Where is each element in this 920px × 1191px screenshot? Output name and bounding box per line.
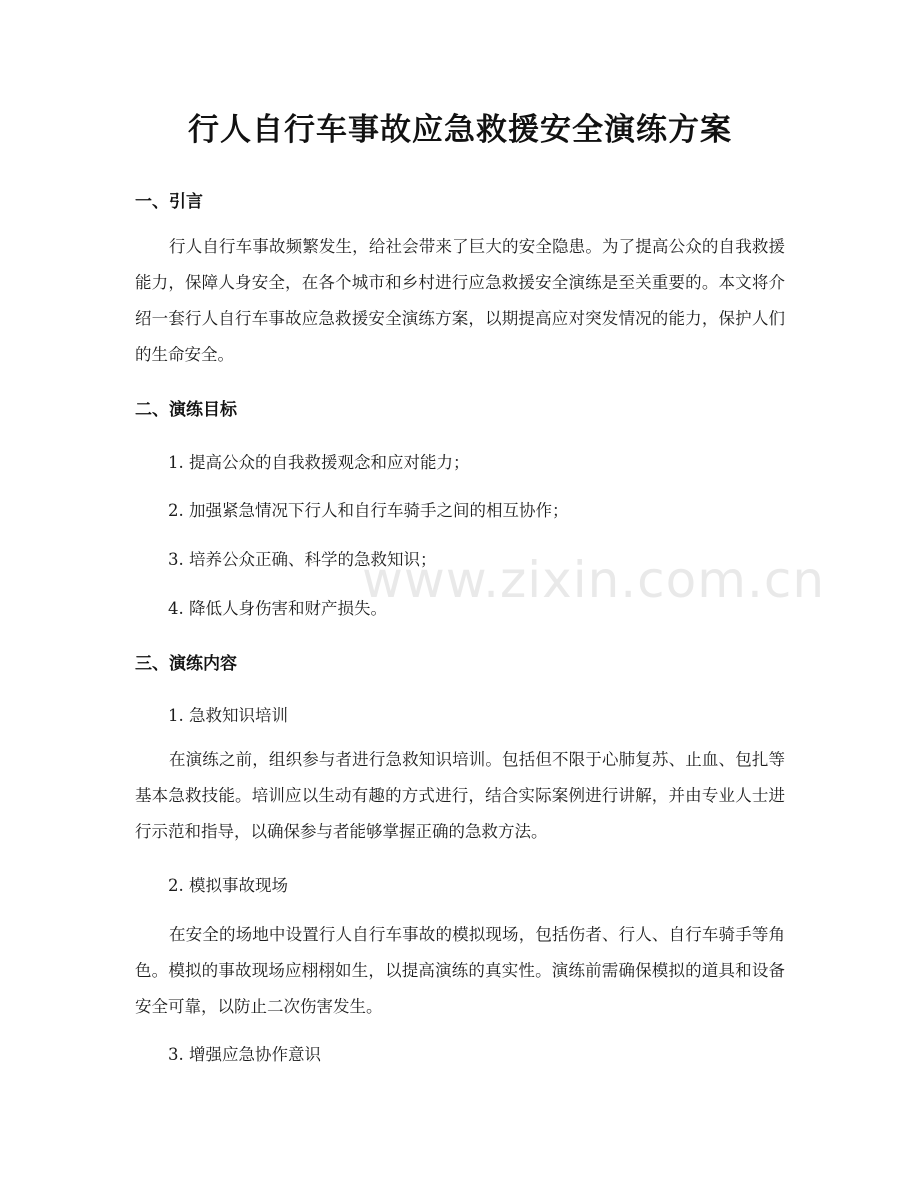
subsection-paragraph: 在演练之前，组织参与者进行急救知识培训。包括但不限于心肺复苏、止血、包扎等基本急救技能。培训应以生动有趣的方式进行，结合实际案例进行讲解，并由专业人士进行示范和指导，以确保参与者能够掌握正确的急救方法。 [135,750,785,841]
goal-item: 3. 培养公众正确、科学的急救知识； [168,550,437,569]
page-title: 行人自行车事故应急救援安全演练方案 [188,112,732,148]
goal-item: 2. 加强紧急情况下行人和自行车骑手之间的相互协作； [168,501,569,520]
section-heading-goals: 二、演练目标 [135,400,237,420]
watermark: www.zixin.com.cn [362,551,826,609]
subsection-title: 1. 急救知识培训 [168,706,288,725]
subsection-paragraph: 在安全的场地中设置行人自行车事故的模拟现场，包括伤者、行人、自行车骑手等角色。模拟的事故现场应栩栩如生，以提高演练的真实性。演练前需确保模拟的道具和设备安全可靠，以防止二次伤害发生。 [135,925,785,1016]
subsection-title: 3. 增强应急协作意识 [168,1045,321,1064]
goal-item: 4. 降低人身伤害和财产损失。 [168,599,387,618]
section-heading-content: 三、演练内容 [135,654,237,674]
section-heading-intro: 一、引言 [135,192,203,212]
goal-item: 1. 提高公众的自我救援观念和应对能力； [168,453,470,472]
subsection-title: 2. 模拟事故现场 [168,876,288,895]
intro-paragraph: 行人自行车事故频繁发生，给社会带来了巨大的安全隐患。为了提高公众的自我救援能力，保障人身安全，在各个城市和乡村进行应急救援安全演练是至关重要的。本文将介绍一套行人自行车事故应急救援安全演练方案，以期提高应对突发情况的能力，保护人们的生命安全。 [135,237,785,364]
